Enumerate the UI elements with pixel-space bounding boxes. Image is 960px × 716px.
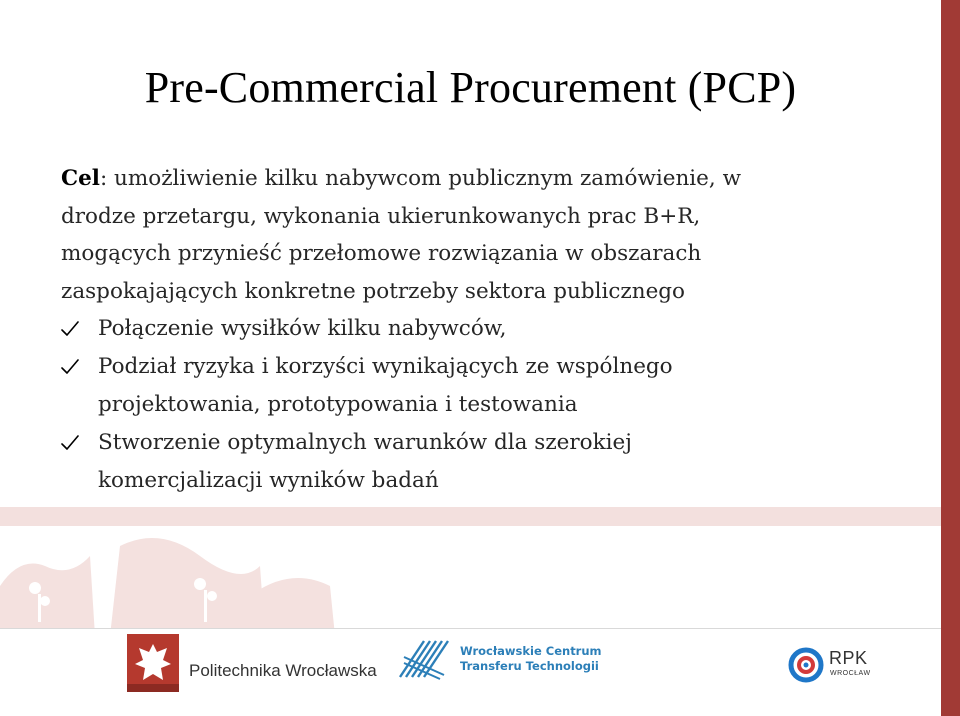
slide-content xyxy=(61,160,891,500)
bullet-item xyxy=(61,348,891,424)
eagle-watermark-icon xyxy=(0,526,360,636)
rpk-target-logo-icon xyxy=(788,645,828,685)
wctt-logo-icon xyxy=(396,637,452,681)
wctt-name-line-1: Wrocławskie Centrum xyxy=(460,644,602,658)
bullet-item xyxy=(61,310,891,348)
bullet-text: Podział ryzyka i korzyści wynikających ze wspólnego xyxy=(98,354,673,379)
footer-logos xyxy=(0,628,941,707)
checkmark-icon xyxy=(61,321,79,337)
goal-paragraph xyxy=(61,160,891,310)
politechnika-name: Politechnika Wrocławska xyxy=(189,661,377,680)
checkmark-icon xyxy=(61,435,79,451)
checkmark-icon xyxy=(61,359,79,375)
bullet-text: Połączenie wysiłków kilku nabywców, xyxy=(98,316,507,341)
bullet-text: projektowania, prototypowania i testowania xyxy=(98,392,578,417)
bullet-text: komercjalizacji wyników badań xyxy=(98,468,439,493)
bullet-list xyxy=(61,310,891,500)
rpk-name: RPK xyxy=(829,648,868,668)
rpk-city: WROCŁAW xyxy=(830,670,871,677)
pink-band xyxy=(0,507,941,526)
bottom-decoration xyxy=(0,500,941,716)
right-accent-bar xyxy=(941,0,960,716)
goal-line-4: zaspokajających konkretne potrzeby sektora publicznego xyxy=(61,278,685,304)
slide-title: Pre-Commercial Procurement (PCP) xyxy=(144,63,797,112)
politechnika-eagle-logo-icon xyxy=(127,634,179,692)
bullet-item xyxy=(61,424,891,500)
goal-text-1: : umożliwienie kilku nabywcom publicznym zamówienie, w xyxy=(99,166,741,191)
goal-line-2: drodze przetargu, wykonania ukierunkowanych prac B+R, xyxy=(61,203,701,229)
wctt-name-line-2: Transferu Technologii xyxy=(460,659,599,673)
wctt-name xyxy=(460,644,602,674)
bullet-text: Stworzenie optymalnych warunków dla szerokiej xyxy=(98,430,632,455)
goal-line-3: mogących przynieść przełomowe rozwiązania w obszarach xyxy=(61,241,702,266)
goal-line-1 xyxy=(61,160,891,198)
goal-label: Cel xyxy=(61,166,100,191)
